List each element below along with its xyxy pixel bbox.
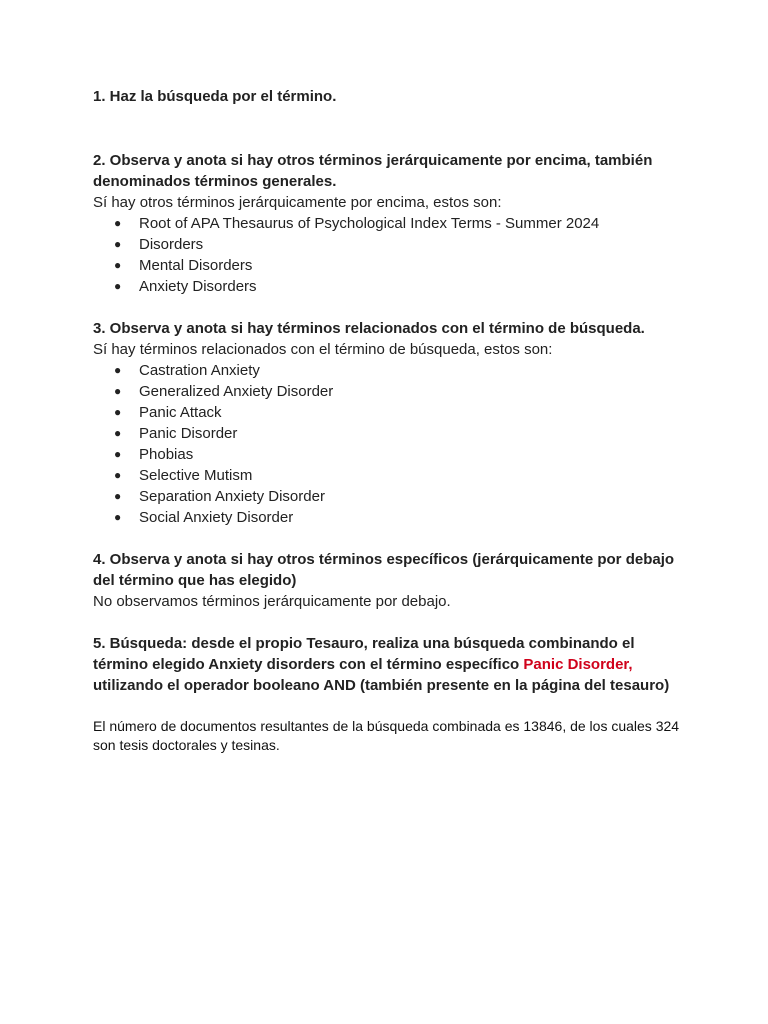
bullet-icon: ● — [114, 258, 122, 272]
list-item: ● Root of APA Thesaurus of Psychological Index Terms - Summer 2024 — [114, 215, 600, 232]
list-item: ● Mental Disorders — [114, 257, 253, 274]
result-text: El número de documentos resultantes de la búsqueda combinada es 13846, de los cuales 324 son tesis doctorales y tesinas. — [93, 718, 680, 753]
result-section — [93, 717, 683, 755]
section-2 — [93, 150, 683, 297]
bullet-icon: ● — [114, 510, 122, 524]
bullet-icon: ● — [114, 363, 122, 377]
section-1-heading: 1. Haz la búsqueda por el término. — [93, 88, 337, 105]
section-3-heading: 3. Observa y anota si hay términos relacionados con el término de búsqueda. — [93, 320, 645, 337]
bullet-icon: ● — [114, 279, 122, 293]
bullet-icon: ● — [114, 489, 122, 503]
section-5-heading — [93, 633, 683, 696]
section-4-body: No observamos términos jerárquicamente por debajo. — [93, 593, 451, 610]
bullet-icon: ● — [114, 426, 122, 440]
section-5-heading-part1: 5. Búsqueda: desde el propio Tesauro, realiza una búsqueda combinando el término elegido Anxiety disorders con el término específico — [93, 635, 635, 673]
list-item: ● Generalized Anxiety Disorder — [114, 383, 334, 400]
section-3 — [93, 318, 683, 528]
section-5 — [93, 633, 683, 696]
section-3-intro: Sí hay términos relacionados con el término de búsqueda, estos son: — [93, 341, 553, 358]
list-item: ● Separation Anxiety Disorder — [114, 488, 325, 505]
bullet-icon: ● — [114, 405, 122, 419]
bullet-icon: ● — [114, 468, 122, 482]
list-item: ● Disorders — [114, 236, 204, 253]
list-item: ● Anxiety Disorders — [114, 278, 257, 295]
list-item: ● Selective Mutism — [114, 467, 253, 484]
section-5-highlight: Panic Disorder, — [523, 656, 633, 673]
broader-terms-list — [93, 213, 683, 297]
list-item: ● Panic Attack — [114, 404, 222, 421]
related-terms-list — [93, 360, 683, 528]
list-item: ● Panic Disorder — [114, 425, 238, 442]
bullet-icon: ● — [114, 216, 122, 230]
list-item: ● Social Anxiety Disorder — [114, 509, 294, 526]
bullet-icon: ● — [114, 384, 122, 398]
section-4-heading: 4. Observa y anota si hay otros términos específicos (jerárquicamente por debajo del término que has elegido) — [93, 551, 675, 589]
section-2-heading: 2. Observa y anota si hay otros términos jerárquicamente por encima, también denominados términos generales. — [93, 152, 653, 190]
document-page — [93, 86, 683, 755]
list-item: ● Phobias — [114, 446, 194, 463]
section-4 — [93, 549, 683, 612]
bullet-icon: ● — [114, 447, 122, 461]
list-item: ● Castration Anxiety — [114, 362, 260, 379]
bullet-icon: ● — [114, 237, 122, 251]
section-5-heading-part2: utilizando el operador booleano AND (también presente en la página del tesauro) — [93, 677, 670, 694]
section-2-intro: Sí hay otros términos jerárquicamente por encima, estos son: — [93, 194, 502, 211]
